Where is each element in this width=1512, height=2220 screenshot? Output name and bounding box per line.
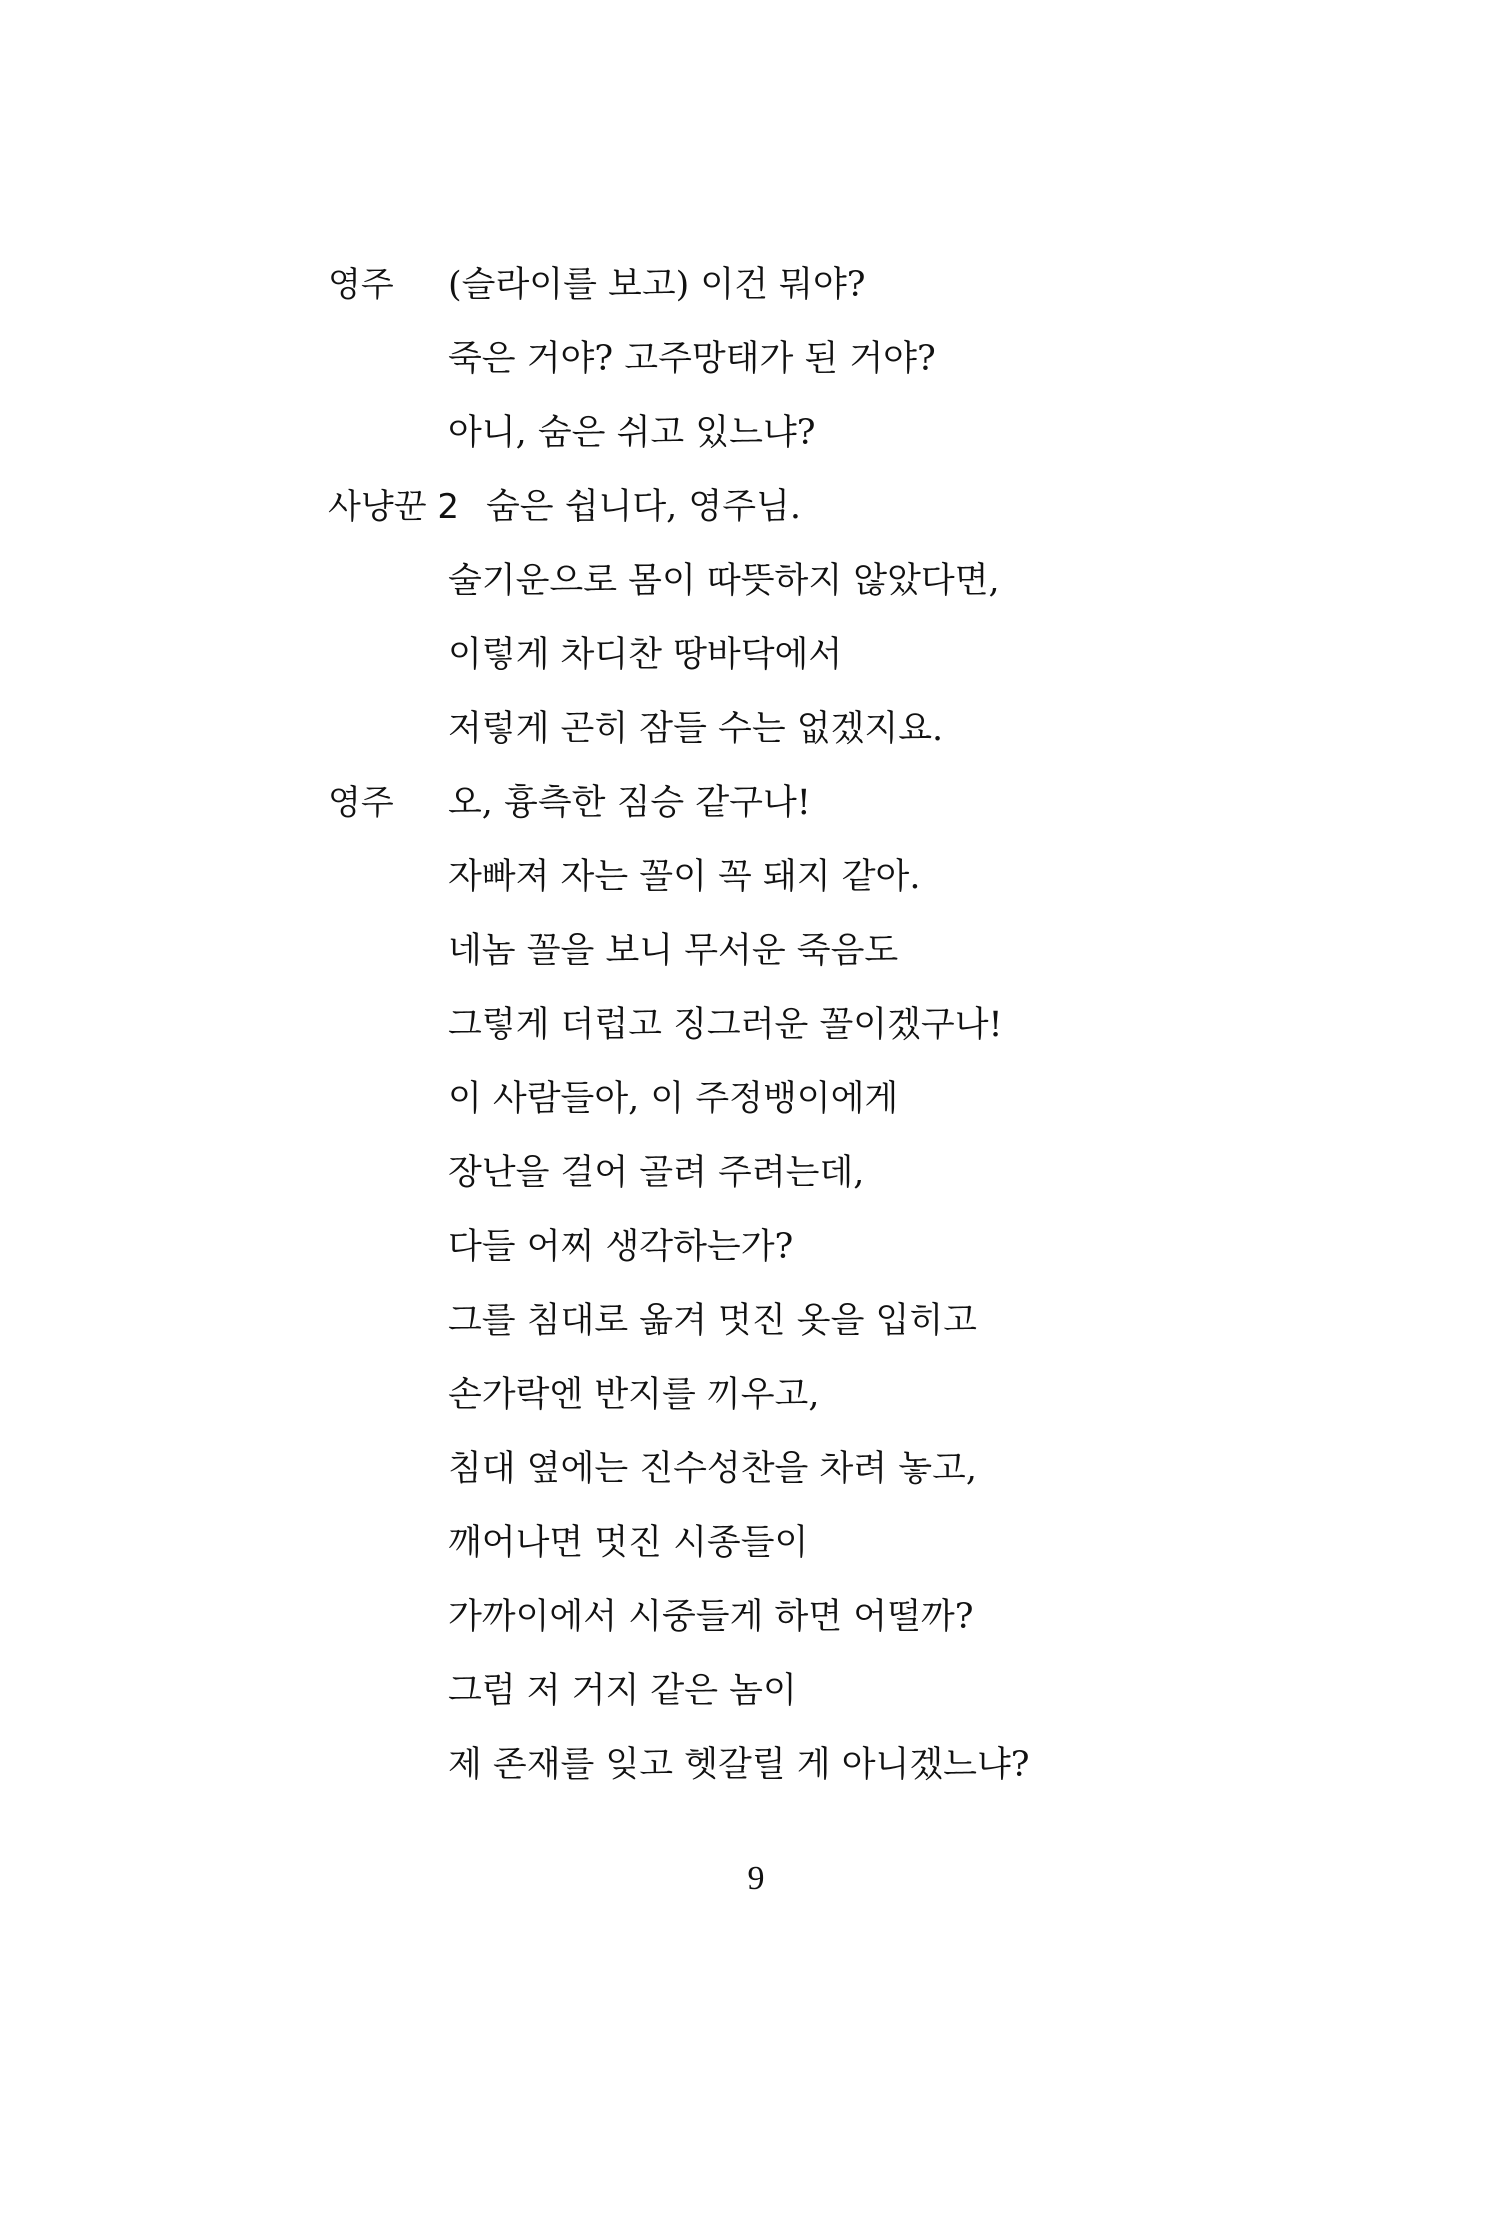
dialogue-line: 그럼 저 거지 같은 놈이 [448,1671,797,1711]
dialogue-line: 아니, 숨은 쉬고 있느냐? [448,413,816,453]
dialogue-line: 네놈 꼴을 보니 무서운 죽음도 [448,931,899,971]
play-script [328,248,1328,1802]
speaker-name: 영주 [328,783,394,823]
dialogue-line: 술기운으로 몸이 따뜻하지 않았다면, [448,561,1000,601]
dialogue-line: 가까이에서 시중들게 하면 어떨까? [448,1597,974,1637]
dialogue-line: 장난을 걸어 골려 주려는데, [448,1153,865,1193]
dialogue-line: 그를 침대로 옮겨 멋진 옷을 입히고 [448,1301,977,1341]
dialogue-line: 손가락엔 반지를 끼우고, [448,1375,820,1415]
dialogue-block [328,766,1328,1802]
dialogue-line: 숨은 쉽니다, 영주님. [486,487,801,527]
dialogue-line: 저렇게 곤히 잠들 수는 없겠지요. [448,709,944,749]
dialogue-line: 제 존재를 잊고 헷갈릴 게 아니겠느냐? [448,1745,1030,1785]
dialogue-block [328,248,1328,470]
dialogue-line: 오, 흉측한 짐승 같구나! [448,783,811,823]
dialogue-line: 자빠져 자는 꼴이 꼭 돼지 같아. [448,857,921,897]
dialogue-line: 침대 옆에는 진수성찬을 차려 놓고, [448,1449,977,1489]
dialogue-block [328,470,1328,766]
speaker-name: 사냥꾼 2 [328,487,459,527]
dialogue-line: (슬라이를 보고) 이건 뭐야? [448,265,866,305]
dialogue-line: 죽은 거야? 고주망태가 된 거야? [448,339,936,379]
dialogue-line: 그렇게 더럽고 징그러운 꼴이겠구나! [448,1005,1003,1045]
page-number: 9 [747,1860,765,1897]
speaker-name: 영주 [328,265,394,305]
dialogue-line: 다들 어찌 생각하는가? [448,1227,794,1267]
dialogue-line: 이렇게 차디찬 땅바닥에서 [448,635,843,675]
dialogue-line: 깨어나면 멋진 시종들이 [448,1523,809,1563]
dialogue-line: 이 사람들아, 이 주정뱅이에게 [448,1079,899,1119]
